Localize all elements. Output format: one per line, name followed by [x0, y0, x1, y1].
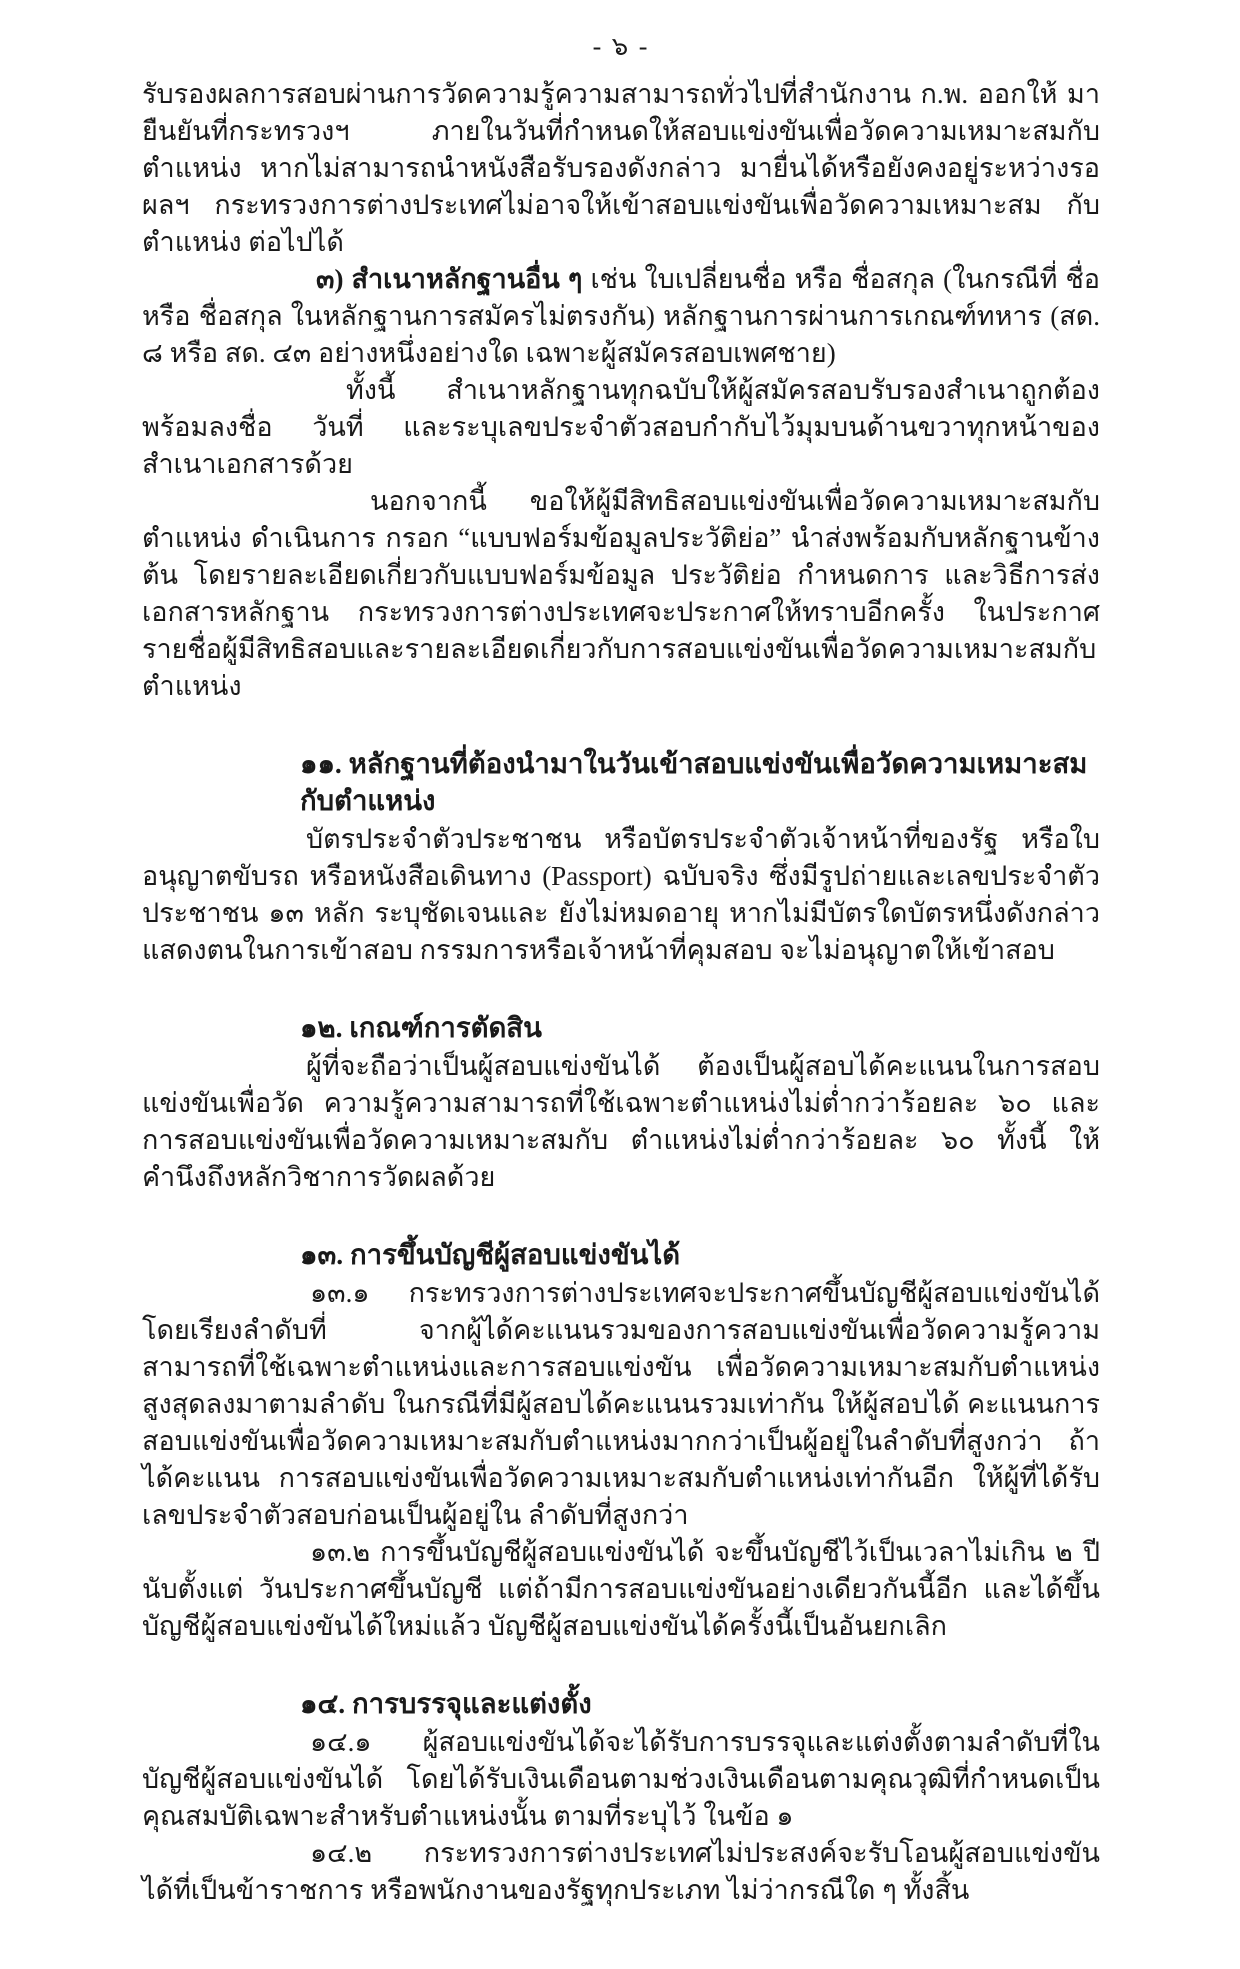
section-heading-12: ๑๒. เกณฑ์การตัดสิน [300, 1012, 542, 1043]
section-14-2-paragraph: ๑๔.๒ กระทรวงการต่างประเทศไม่ประสงค์จะรับโอนผู้สอบแข่งขันได้ที่เป็นข้าราชการ หรือพนักงานของรัฐทุกประเภท ไม่ว่ากรณีใด ๆ ทั้งสิ้น [142, 1838, 1100, 1905]
section-12-paragraph: ผู้ที่จะถือว่าเป็นผู้สอบแข่งขันได้ ต้องเป็นผู้สอบได้คะแนนในการสอบแข่งขันเพื่อวัด ความรู้ความสามารถที่ใช้เฉพาะตำแหน่งไม่ต่ำกว่าร้อยละ ๖๐ และการสอบแข่งขันเพื่อวัดความเหมาะสมกับ ตำแหน่งไม่ต่ำกว่าร้อยละ ๖๐ ทั้งนี้ ให้คำนึงถึงหลักวิชาการวัดผลด้วย [142, 1051, 1100, 1192]
item-3-lead-bold: ๓) สำเนาหลักฐานอื่น ๆ [316, 264, 583, 294]
section-14-1-paragraph: ๑๔.๑ ผู้สอบแข่งขันได้จะได้รับการบรรจุและแต่งตั้งตามลำดับที่ในบัญชีผู้สอบแข่งขันได้ โดยได้รับเงินเดือนตามช่วงเงินเดือนตามคุณวุฒิที่กำหนดเป็นคุณสมบัติเฉพาะสำหรับตำแหน่งนั้น ตามที่ระบุไว้ ในข้อ ๑ [142, 1727, 1100, 1831]
section-13-1-paragraph: ๑๓.๑ กระทรวงการต่างประเทศจะประกาศขึ้นบัญชีผู้สอบแข่งขันได้ โดยเรียงลำดับที่ จากผู้ได้คะแนนรวมของการสอบแข่งขันเพื่อวัดความรู้ความสามารถที่ใช้เฉพาะตำแหน่งและการสอบแข่งขัน เพื่อวัดความเหมาะสมกับตำแหน่งสูงสุดลงมาตามลำดับ ในกรณีที่มีผู้สอบได้คะแนนรวมเท่ากัน ให้ผู้สอบได้ คะแนนการสอบแข่งขันเพื่อวัดความเหมาะสมกับตำแหน่งมากกว่าเป็นผู้อยู่ในลำดับที่สูงกว่า ถ้าได้คะแนน การสอบแข่งขันเพื่อวัดความเหมาะสมกับตำแหน่งเท่ากันอีก ให้ผู้ที่ได้รับเลขประจำตัวสอบก่อนเป็นผู้อยู่ใน ลำดับที่สูงกว่า [142, 1278, 1100, 1530]
paragraph-copy-certification: ทั้งนี้ สำเนาหลักฐานทุกฉบับให้ผู้สมัครสอบรับรองสำเนาถูกต้อง พร้อมลงชื่อ วันที่ และระบุเลขประจำตัวสอบกำกับไว้มุมบนด้านขวาทุกหน้าของสำเนาเอกสารด้วย [142, 375, 1100, 479]
paragraph-resume-form: นอกจากนี้ ขอให้ผู้มีสิทธิสอบแข่งขันเพื่อวัดความเหมาะสมกับตำแหน่ง ดำเนินการ กรอก “แบบฟอร์มข้อมูลประวัติย่อ” นำส่งพร้อมกับหลักฐานข้างต้น โดยรายละเอียดเกี่ยวกับแบบฟอร์มข้อมูล ประวัติย่อ กำหนดการ และวิธีการส่งเอกสารหลักฐาน กระทรวงการต่างประเทศจะประกาศให้ทราบอีกครั้ง ในประกาศรายชื่อผู้มีสิทธิสอบและรายละเอียดเกี่ยวกับการสอบแข่งขันเพื่อวัดความเหมาะสมกับตำแหน่ง [142, 486, 1100, 701]
paragraph-item-3-other-documents [142, 261, 1100, 372]
page-number: - ๖ - [592, 32, 650, 61]
section-11-paragraph: บัตรประจำตัวประชาชน หรือบัตรประจำตัวเจ้าหน้าที่ของรัฐ หรือใบอนุญาตขับรถ หรือหนังสือเดินทาง (Passport) ฉบับจริง ซึ่งมีรูปถ่ายและเลขประจำตัวประชาชน ๑๓ หลัก ระบุชัดเจนและ ยังไม่หมดอายุ หากไม่มีบัตรใดบัตรหนึ่งดังกล่าวแสดงตนในการเข้าสอบ กรรมการหรือเจ้าหน้าที่คุมสอบ จะไม่อนุญาตให้เข้าสอบ [142, 824, 1100, 965]
section-heading-14: ๑๔. การบรรจุและแต่งตั้ง [300, 1688, 592, 1719]
item-3-rest: เช่น ใบเปลี่ยนชื่อ หรือ ชื่อสกุล (ในกรณีที่ ชื่อ หรือ ชื่อสกุล ในหลักฐานการสมัครไม่ตรงกัน) หลักฐานการผ่านการเกณฑ์ทหาร (สด. ๘ หรือ สด. ๔๓ อย่างหนึ่งอย่างใด เฉพาะผู้สมัครสอบเพศชาย) [142, 264, 1100, 368]
section-heading-13: ๑๓. การขึ้นบัญชีผู้สอบแข่งขันได้ [300, 1239, 681, 1270]
section-heading-11: ๑๑. หลักฐานที่ต้องนำมาในวันเข้าสอบแข่งขันเพื่อวัดความเหมาะสมกับตำแหน่ง [300, 748, 1088, 816]
section-13-2-paragraph: ๑๓.๒ การขึ้นบัญชีผู้สอบแข่งขันได้ จะขึ้นบัญชีไว้เป็นเวลาไม่เกิน ๒ ปี นับตั้งแต่ วันประกาศขึ้นบัญชี แต่ถ้ามีการสอบแข่งขันอย่างเดียวกันนี้อีก และได้ขึ้นบัญชีผู้สอบแข่งขันได้ใหม่แล้ว บัญชีผู้สอบแข่งขันได้ครั้งนี้เป็นอันยกเลิก [142, 1537, 1100, 1641]
paragraph-certify-result: รับรองผลการสอบผ่านการวัดความรู้ความสามารถทั่วไปที่สำนักงาน ก.พ. ออกให้ มายืนยันที่กระทรวงฯ ภายในวันที่กำหนดให้สอบแข่งขันเพื่อวัดความเหมาะสมกับตำแหน่ง หากไม่สามารถนำหนังสือรับรองดังกล่าว มายื่นได้หรือยังคงอยู่ระหว่างรอผลฯ กระทรวงการต่างประเทศไม่อาจให้เข้าสอบแข่งขันเพื่อวัดความเหมาะสม กับตำแหน่ง ต่อไปได้ [142, 79, 1100, 257]
